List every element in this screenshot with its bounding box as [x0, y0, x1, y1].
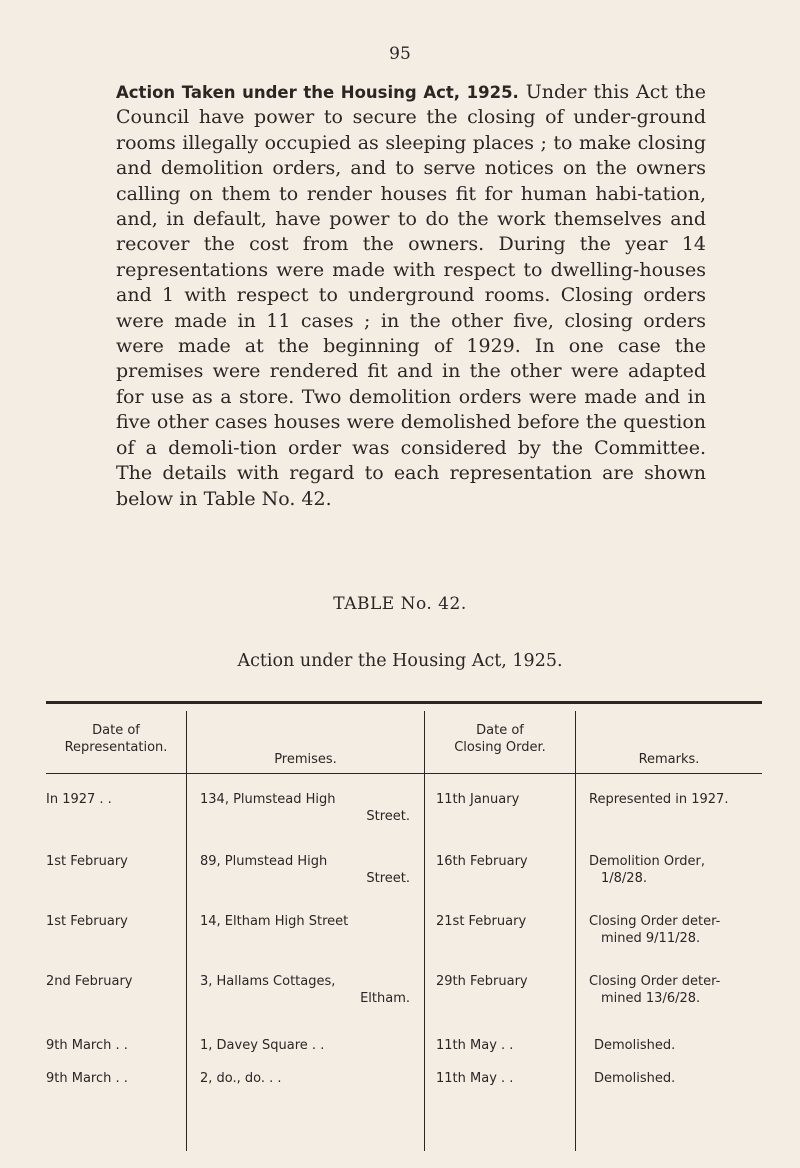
cell-premises [200, 913, 410, 930]
header-line: Closing Order. [454, 740, 546, 755]
body-paragraph [116, 80, 706, 512]
cell-date: In 1927 . . [46, 792, 112, 807]
premises-line: 14, Eltham High Street [200, 914, 349, 929]
header-date-of-representation [46, 722, 186, 756]
cell-remarks [589, 973, 720, 1007]
premises-line: Street. [366, 809, 410, 824]
housing-table [46, 701, 762, 1151]
cell-remarks: Demolished. [594, 1038, 676, 1053]
cell-closing-date: 11th May . . [436, 1038, 514, 1053]
cell-date: 9th March . . [46, 1038, 128, 1053]
cell-premises: 1, Davey Square . . [200, 1038, 325, 1053]
table-header-rule [46, 773, 762, 774]
cell-premises [200, 973, 410, 1007]
cell-premises: 2, do., do. . . [200, 1071, 282, 1086]
cell-closing-date: 29th February [436, 974, 528, 989]
cell-date: 1st February [46, 854, 128, 869]
premises-line: 134, Plumstead High [200, 792, 336, 807]
premises-line: Street. [366, 871, 410, 886]
remarks-line: Closing Order deter- [589, 974, 721, 989]
remarks-line: Represented in 1927. [589, 792, 729, 807]
header-line: Date of [476, 723, 524, 738]
column-divider [575, 711, 576, 1151]
cell-remarks [589, 853, 705, 887]
premises-line: 3, Hallams Cottages, [200, 974, 336, 989]
header-line: Date of [92, 723, 140, 738]
remarks-line: mined 13/6/28. [601, 991, 701, 1006]
paragraph-body: Under this Act the Council have power to secure the closing of under-ground rooms illegally occupied as sleeping places ; to make closing and demolition orders, and to serve notices on the owners calling on them to render houses fit for human habi-tation, and, in default, have power to do the work themselves and recover the cost from the owners. During the year 14 representations were made with respect to dwelling-houses and 1 with respect to underground rooms. Closing orders were made in 11 cases ; in the other five, closing orders were made at the beginning of 1929. In one case the premises were rendered fit and in the other were adapted for use as a store. Two demolition orders were made and in five other cases houses were demolished before the question of a demoli-tion order was considered by the Committee. The details with regard to each representation are shown below in Table No. 42. [116, 81, 706, 510]
premises-line: Eltham. [360, 991, 410, 1006]
cell-remarks [589, 791, 728, 808]
cell-date: 9th March . . [46, 1071, 128, 1086]
cell-closing-date: 21st February [436, 914, 527, 929]
header-premises: Premises. [274, 752, 337, 767]
table-subtitle: Action under the Housing Act, 1925. [237, 651, 563, 671]
cell-premises [200, 853, 410, 887]
header-date-of-closing-order [425, 722, 575, 756]
header-remarks: Remarks. [638, 752, 700, 767]
remarks-line: Demolition Order, [589, 854, 705, 869]
cell-closing-date: 11th January [436, 792, 520, 807]
cell-closing-date: 11th May . . [436, 1071, 514, 1086]
column-divider [186, 711, 187, 1151]
remarks-line: mined 9/11/28. [601, 931, 701, 946]
table-top-rule [46, 701, 762, 704]
cell-closing-date: 16th February [436, 854, 528, 869]
cell-date: 2nd February [46, 974, 133, 989]
premises-line: 89, Plumstead High [200, 854, 328, 869]
remarks-line: 1/8/28. [601, 871, 647, 886]
cell-remarks [589, 913, 720, 947]
table-title: TABLE No. 42. [333, 594, 467, 614]
cell-date: 1st February [46, 914, 128, 929]
remarks-line: Closing Order deter- [589, 914, 721, 929]
header-line: Representation. [64, 740, 168, 755]
cell-premises [200, 791, 410, 825]
page-number: 95 [389, 44, 411, 64]
paragraph-heading: Action Taken under the Housing Act, 1925. [116, 83, 519, 102]
cell-remarks: Demolished. [594, 1071, 676, 1086]
column-divider [424, 711, 425, 1151]
